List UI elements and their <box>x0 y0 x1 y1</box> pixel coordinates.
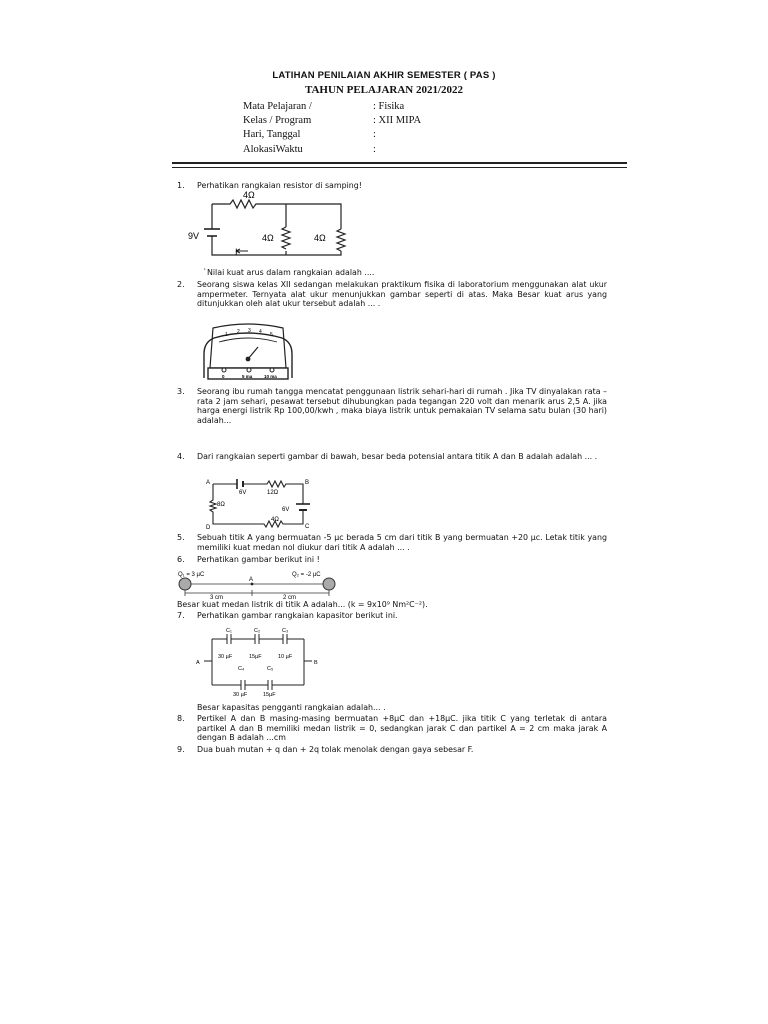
fig1-r-mid-label: 4Ω <box>262 233 274 243</box>
fig7-c3-value: 10 µF <box>278 654 293 660</box>
fig4-node-d: D <box>206 525 211 531</box>
q2-number: 2. <box>177 280 185 289</box>
fig6-q1-label: Q₁ = 3 µC <box>178 572 205 578</box>
fig4-node-c: C <box>305 524 310 530</box>
fig7-node-b: B <box>314 660 318 666</box>
fig7-c4-value: 30 µF <box>233 692 248 698</box>
fig7-c2-value: 15µF <box>249 654 262 660</box>
q6-question: Besar kuat medan listrik di titik A adalah... (k = 9x10⁹ Nm²C⁻²). <box>177 600 428 609</box>
date-value: : <box>373 129 376 141</box>
fig6-point-a: A <box>249 577 254 583</box>
info-labels <box>243 100 383 157</box>
fig7-node-a: A <box>196 660 200 666</box>
fig2-scale-2: 2 <box>237 329 240 335</box>
q7-question: Besar kapasitas pengganti rangkaian adalah... . <box>197 703 386 712</box>
fig4-node-b: B <box>305 480 310 486</box>
q5-number: 5. <box>177 533 185 542</box>
time-value: : <box>373 143 376 155</box>
q2-text: Seorang siswa kelas XII sedangan melakukan praktikum fisika di laboratorium menggunakan alat ukur ampermeter. Ternyata alat ukur menunjukkan gambar seperti di atas. Maka Besar kuat arus yang ditunjukkan oleh alat ukur tersebut adalah ... . <box>197 280 607 309</box>
fig7-c3: C₃ <box>282 628 289 634</box>
q1-number: 1. <box>177 181 185 190</box>
fig6-point-charges <box>176 568 338 600</box>
fig2-terminal-5ma: 5 ma <box>242 374 253 379</box>
fig7-c1-value: 30 µF <box>218 654 233 660</box>
fig1-r-top-label: 4Ω <box>243 190 255 200</box>
fig1-current-label: I <box>235 247 238 257</box>
header-rule-thin <box>172 167 627 168</box>
fig4-node-a: A <box>206 480 211 486</box>
fig2-terminal-0: 0 <box>222 374 225 379</box>
subject-value: : Fisika <box>373 101 405 112</box>
q6-text: Perhatikan gambar berikut ini ! <box>197 555 320 564</box>
q6-number: 6. <box>177 555 185 564</box>
q3-text: Seorang ibu rumah tangga mencatat penggunaan listrik sehari-hari di rumah . Jika TV dinyalakan rata – rata 2 jam sehari, pesawat tersebut dihubungkan pada tegangan 220 volt dan menarik arus 2,5 A. jika harga energi listrik Rp 100,00/kwh , maka biaya listrik untuk pemakaian TV selama satu bulan (30 hari) adalah... <box>197 387 607 425</box>
fig2-terminal-10ma: 10 ma <box>264 374 277 379</box>
fig2-scale-5: 5 <box>270 332 273 338</box>
q3-number: 3. <box>177 387 185 396</box>
fig4-r-left: 8Ω <box>217 502 225 508</box>
fig2-scale-1: 1 <box>225 332 228 338</box>
exam-title: LATIHAN PENILAIAN AKHIR SEMESTER ( PAS ) <box>272 70 496 81</box>
fig4-emf-top: 6V <box>239 490 247 496</box>
q1-question: `Nilai kuat arus dalam rangkaian adalah .... <box>203 268 375 277</box>
q9-number: 9. <box>177 745 185 754</box>
fig7-c5: C₅ <box>267 666 274 672</box>
fig6-q2-label: Q₂ = -2 µC <box>292 572 321 578</box>
fig6-distance-1: 3 cm <box>210 595 224 600</box>
date-label: Hari, Tanggal <box>243 129 301 141</box>
q5-text: Sebuah titik A yang bermuatan -5 µc berada 5 cm dari titik B yang bermuatan +20 µc. Letak titik yang memiliki kuat medan nol diukur dari titik A adalah ... . <box>197 533 607 552</box>
time-label: AlokasiWaktu <box>243 143 303 155</box>
fig2-ammeter <box>200 320 296 380</box>
fig1-battery-label: 9V <box>188 231 200 241</box>
q9-text: Dua buah mutan + q dan + 2q tolak menolak dengan gaya sebesar F. <box>197 745 474 754</box>
fig7-capacitor-network <box>196 625 322 699</box>
fig7-c5-value: 15µF <box>263 692 276 698</box>
q4-text: Dari rangkaian seperti gambar di bawah, besar beda potensial antara titik A dan B adalah adalah ... . <box>197 452 598 461</box>
q7-number: 7. <box>177 611 185 620</box>
q8-number: 8. <box>177 714 185 723</box>
subject-label: Mata Pelajaran / <box>243 101 312 112</box>
q8-text: Pertikel A dan B masing-masing bermuatan +8µC dan +18µC. jika titik C yang terletak di antara partikel A dan B memiliki medan listrik = 0, sedangkan jarak C dan partikel A = 2 cm maka jarak A dengan B adalah ...cm <box>197 714 607 743</box>
fig4-dual-source-circuit <box>203 474 315 532</box>
fig2-scale-3: 3 <box>248 328 251 334</box>
fig7-c4: C₄ <box>238 666 245 672</box>
fig4-emf-right: 6V <box>282 507 290 513</box>
fig4-r-bottom: 4Ω <box>271 517 279 523</box>
fig4-r-top: 12Ω <box>267 490 279 496</box>
fig7-c1: C₁ <box>226 628 232 634</box>
fig6-distance-2: 2 cm <box>283 595 297 600</box>
header-rule-thick <box>172 162 627 164</box>
q1-text: Perhatikan rangkaian resistor di samping! <box>197 181 362 190</box>
class-value: : XII MIPA <box>373 115 422 127</box>
academic-year: TAHUN PELAJARAN 2021/2022 <box>304 84 464 96</box>
q4-number: 4. <box>177 452 185 461</box>
fig1-r-right-label: 4Ω <box>314 233 326 243</box>
q7-text: Perhatikan gambar rangkaian kapasitor berikut ini. <box>197 611 398 620</box>
fig7-c2: C₂ <box>254 628 261 634</box>
fig2-scale-4: 4 <box>259 329 262 335</box>
fig1-resistor-circuit <box>186 189 356 271</box>
class-label: Kelas / Program <box>243 115 312 127</box>
info-values <box>373 100 513 157</box>
